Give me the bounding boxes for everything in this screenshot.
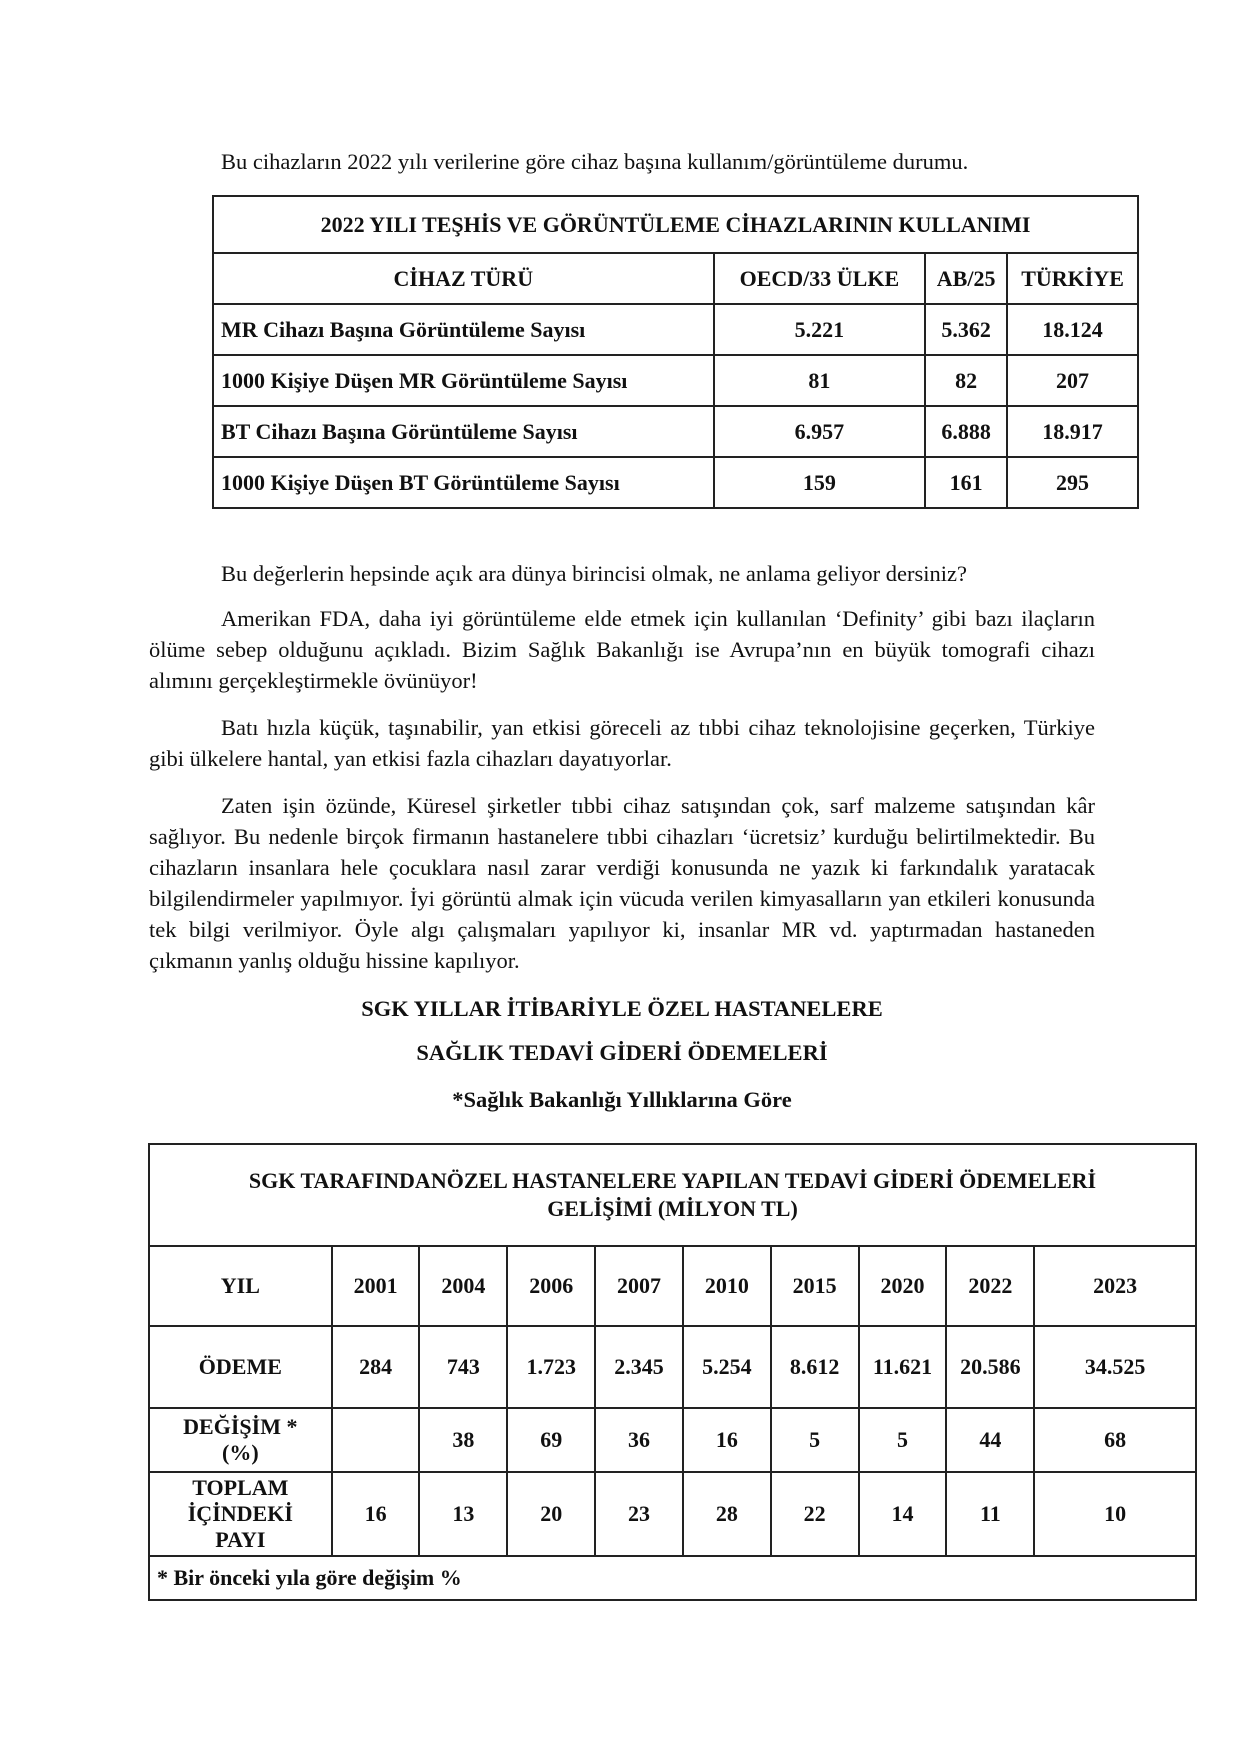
odeme-cell: 11.621 [859, 1326, 947, 1408]
table-row [213, 304, 1138, 355]
degisim-cell: 38 [419, 1408, 507, 1472]
table-row [149, 1246, 1196, 1326]
degisim-cell: 68 [1034, 1408, 1196, 1472]
cell-turkiye: 18.124 [1007, 304, 1138, 355]
cell-oecd: 159 [714, 457, 926, 508]
cell-ab: 161 [925, 457, 1007, 508]
pay-cell: 28 [683, 1472, 771, 1556]
table-row [149, 1472, 1196, 1556]
paragraph-3: Batı hızla küçük, taşınabilir, yan etkisi göreceli az tıbbi cihaz teknolojisine geçerken, Türkiye gibi ülkelere hantal, yan etkisi fazla cihazları dayatıyorlar. [149, 715, 1095, 771]
paragraph-1: Bu değerlerin hepsinde açık ara dünya birincisi olmak, ne anlama geliyor dersiniz? [221, 561, 967, 586]
degisim-cell: 69 [507, 1408, 595, 1472]
odeme-cell: 284 [332, 1326, 420, 1408]
section-heading-2: SAĞLIK TEDAVİ GİDERİ ÖDEMELERİ [416, 1040, 828, 1065]
year-cell: 2020 [859, 1246, 947, 1326]
year-cell: 2015 [771, 1246, 859, 1326]
table2-footnote: * Bir önceki yıla göre değişim % [149, 1556, 1196, 1600]
degisim-cell: 5 [771, 1408, 859, 1472]
row-label-toplam [149, 1472, 332, 1556]
row-label: BT Cihazı Başına Görüntüleme Sayısı [213, 406, 714, 457]
col-header-oecd: OECD/33 ÜLKE [714, 253, 926, 304]
table-row [213, 355, 1138, 406]
row-label-toplam-line3: PAYI [215, 1527, 266, 1552]
intro-text: Bu cihazların 2022 yılı verilerine göre cihaz başına kullanım/görüntüleme durumu. [221, 149, 969, 174]
table-row [213, 457, 1138, 508]
pay-cell: 16 [332, 1472, 420, 1556]
pay-cell: 23 [595, 1472, 683, 1556]
row-label-degisim-line1: DEĞİŞİM * [183, 1414, 298, 1439]
row-label: MR Cihazı Başına Görüntüleme Sayısı [213, 304, 714, 355]
device-usage-table [212, 195, 1139, 509]
table1-title: 2022 YILI TEŞHİS VE GÖRÜNTÜLEME CİHAZLARININ KULLANIMI [213, 196, 1138, 253]
pay-cell: 20 [507, 1472, 595, 1556]
cell-ab: 82 [925, 355, 1007, 406]
table2-title [149, 1144, 1196, 1246]
cell-oecd: 81 [714, 355, 926, 406]
paragraph-4: Zaten işin özünde, Küresel şirketler tıbbi cihaz satışından çok, sarf malzeme satışından kâr sağlıyor. Bu nedenle birçok firmanın hastanelere tıbbi cihazları ‘ücretsiz’ kurduğu belirtilmektedir. Bu cihazların insanlara hele çocuklara nasıl zarar verdiği konusunda ne yazık ki farkındalık yaratacak bilgilendirmeler yapılmıyor. İyi görüntü almak için vücuda verilen kimyasalların yan etkileri konusunda tek bilgi verilmiyor. Öyle algı çalışmaları yapılıyor ki, insanlar MR vd. yaptırmadan hastaneden çıkmanın yanlış olduğu hissine kapılıyor. [149, 793, 1095, 973]
degisim-cell: 44 [946, 1408, 1034, 1472]
row-label: 1000 Kişiye Düşen BT Görüntüleme Sayısı [213, 457, 714, 508]
year-cell: 2010 [683, 1246, 771, 1326]
row-label-degisim-line2: (%) [222, 1440, 259, 1465]
col-header-ab: AB/25 [925, 253, 1007, 304]
col-header-turkiye: TÜRKİYE [1007, 253, 1138, 304]
cell-ab: 5.362 [925, 304, 1007, 355]
row-label-toplam-line2: İÇİNDEKİ [187, 1501, 293, 1526]
section-heading-1: SGK YILLAR İTİBARİYLE ÖZEL HASTANELERE [361, 996, 883, 1021]
pay-cell: 10 [1034, 1472, 1196, 1556]
year-cell: 2001 [332, 1246, 420, 1326]
year-cell: 2007 [595, 1246, 683, 1326]
odeme-cell: 8.612 [771, 1326, 859, 1408]
year-cell: 2004 [419, 1246, 507, 1326]
row-label-degisim [149, 1408, 332, 1472]
cell-oecd: 5.221 [714, 304, 926, 355]
pay-cell: 13 [419, 1472, 507, 1556]
degisim-cell: 36 [595, 1408, 683, 1472]
table-row [149, 1326, 1196, 1408]
table2-title-line2: GELİŞİMİ (MİLYON TL) [547, 1196, 798, 1221]
cell-oecd: 6.957 [714, 406, 926, 457]
cell-turkiye: 207 [1007, 355, 1138, 406]
odeme-cell: 1.723 [507, 1326, 595, 1408]
pay-cell: 22 [771, 1472, 859, 1556]
paragraph-2: Amerikan FDA, daha iyi görüntüleme elde etmek için kullanılan ‘Definity’ gibi bazı ilaçların ölüme sebep olduğunu açıkladı. Bizim Sağlık Bakanlığı ise Avrupa’nın en büyük tomografi cihazı alımını gerçekleştirmekle övünüyor! [149, 606, 1095, 693]
row-label-odeme: ÖDEME [149, 1326, 332, 1408]
year-cell: 2022 [946, 1246, 1034, 1326]
odeme-cell: 34.525 [1034, 1326, 1196, 1408]
cell-turkiye: 295 [1007, 457, 1138, 508]
cell-turkiye: 18.917 [1007, 406, 1138, 457]
pay-cell: 14 [859, 1472, 947, 1556]
table-row [213, 406, 1138, 457]
degisim-cell: 16 [683, 1408, 771, 1472]
odeme-cell: 2.345 [595, 1326, 683, 1408]
year-cell: 2006 [507, 1246, 595, 1326]
year-cell: 2023 [1034, 1246, 1196, 1326]
table2-title-line1: SGK TARAFINDANÖZEL HASTANELERE YAPILAN TEDAVİ GİDERİ ÖDEMELERİ [248, 1168, 1097, 1193]
odeme-cell: 743 [419, 1326, 507, 1408]
row-label-yil: YIL [149, 1246, 332, 1326]
sgk-payments-table [148, 1143, 1197, 1601]
degisim-cell: 5 [859, 1408, 947, 1472]
cell-ab: 6.888 [925, 406, 1007, 457]
table-row [149, 1408, 1196, 1472]
col-header-device: CİHAZ TÜRÜ [213, 253, 714, 304]
pay-cell: 11 [946, 1472, 1034, 1556]
odeme-cell: 5.254 [683, 1326, 771, 1408]
section-source-note: *Sağlık Bakanlığı Yıllıklarına Göre [452, 1087, 792, 1112]
odeme-cell: 20.586 [946, 1326, 1034, 1408]
degisim-cell [332, 1408, 420, 1472]
row-label-toplam-line1: TOPLAM [192, 1475, 289, 1500]
row-label: 1000 Kişiye Düşen MR Görüntüleme Sayısı [213, 355, 714, 406]
